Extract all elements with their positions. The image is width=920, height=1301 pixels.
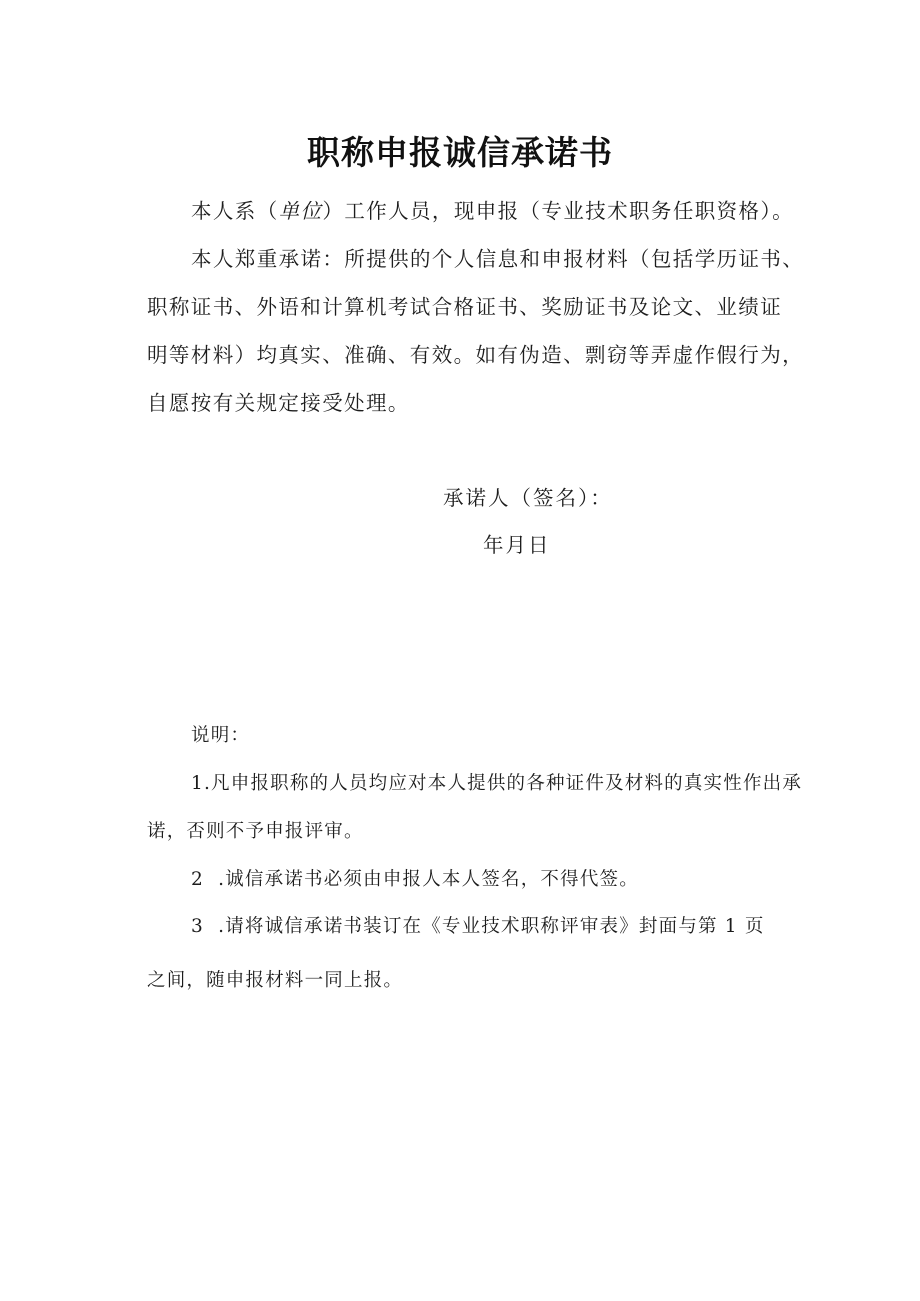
note-item-1-line-1: 1.凡申报职称的人员均应对本人提供的各种证件及材料的真实性作出承 [191,773,803,794]
document-title: 职称申报诚信承诺书 [307,133,613,172]
promise-line-1: 本人郑重承诺：所提供的个人信息和申报材料（包括学历证书、 [191,247,805,271]
promise-line-4: 自愿按有关规定接受处理。 [147,391,410,415]
promise-line-2: 职称证书、外语和计算机考试合格证书、奖励证书及论文、业绩证 [147,295,783,319]
promise-line-3: 明等材料）均真实、准确、有效。如有伪造、剽窃等弄虚作假行为， [147,343,804,367]
note-item-1-line-2: 诺，否则不予申报评审。 [147,821,364,842]
signature-label: 承诺人（签名）： [443,486,613,510]
paragraph-declaration [191,201,794,222]
signature-date: 年月日 [483,533,551,557]
declaration-suffix: ）工作人员，现申报（专业技术职务任职资格）。 [322,199,794,223]
declaration-prefix: 本人系（ [191,199,279,223]
notes-heading: 说明： [191,725,251,746]
unit-placeholder: 单位 [278,199,323,223]
note-item-3-line-2: 之间，随申报材料一同上报。 [147,970,404,991]
note-item-3-line-1: 3 .请将诚信承诺书装订在《专业技术职称评审表》封面与第 1 页 [191,916,765,937]
note-item-2: 2 .诚信承诺书必须由申报人本人签名，不得代签。 [191,869,639,890]
